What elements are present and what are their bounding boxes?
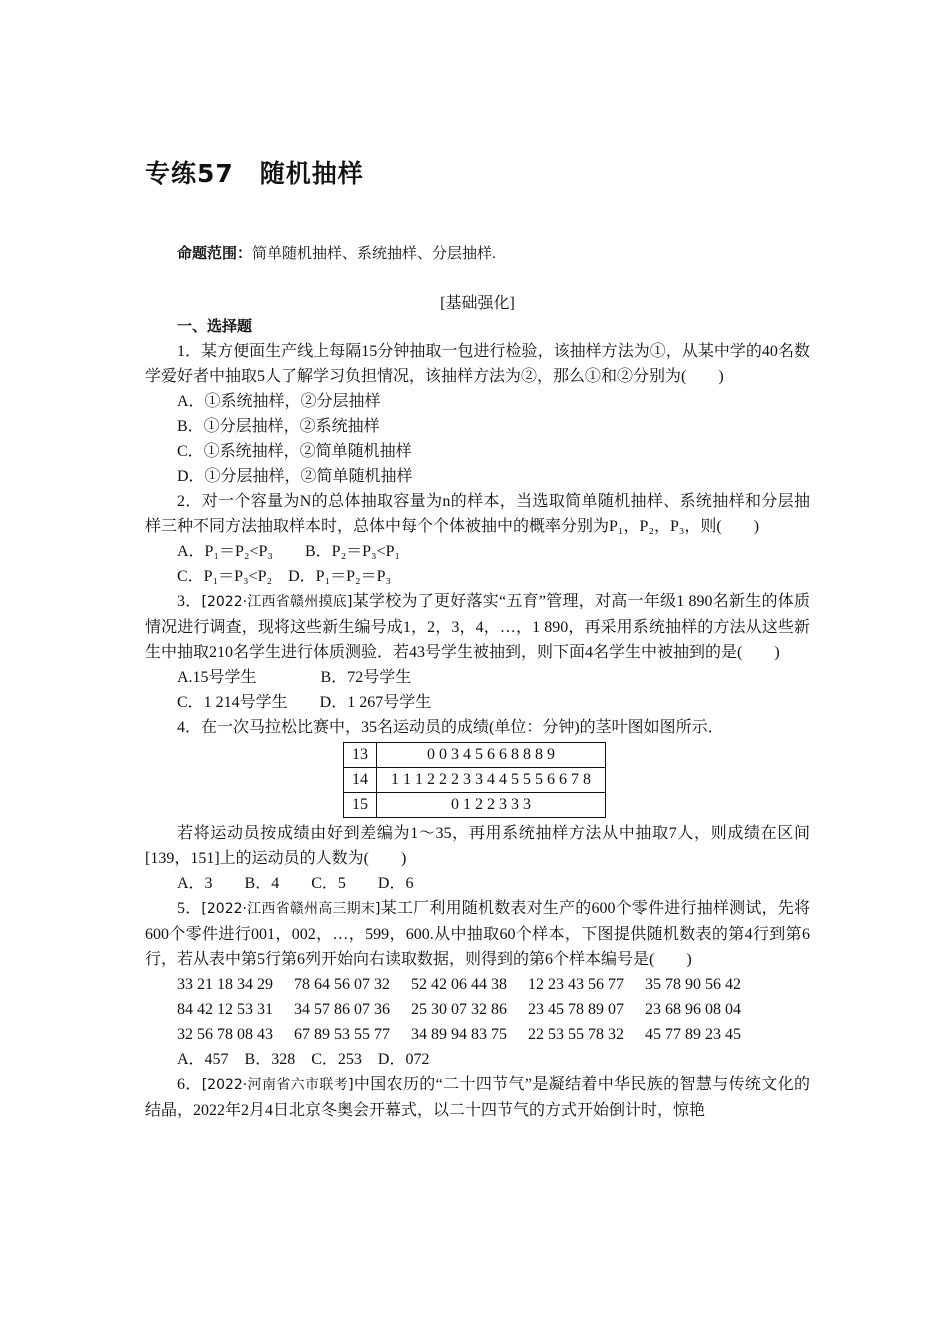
leaves-cell: 1 1 1 2 2 2 3 3 4 4 5 5 5 6 6 7 8 [377, 768, 606, 793]
random-table-row [145, 1022, 810, 1047]
number-group: 35 78 90 56 42 [645, 976, 741, 993]
part-heading: 一、选择题 [177, 317, 253, 335]
random-table-row [145, 997, 810, 1022]
question-4-stem: 4．在一次马拉松比赛中，35名运动员的成绩(单位：分钟)的茎叶图如图所示． [177, 719, 724, 736]
question-1-stem: 1．某方便面生产线上每隔15分钟抽取一包进行检验，该抽样方法为①，从某中学的40名数学爱好者中抽取5人了解学习负担情况，该抽样方法为②，那么①和②分别为( ) [145, 343, 810, 385]
table-row [344, 768, 606, 793]
number-group: 33 21 18 34 29 [177, 976, 273, 993]
option-row: A．P₁＝P₂<P₃ B．P₂＝P₃<P₁ [177, 543, 401, 560]
question-text: 某学校为了更好落实“五育”管理，对高一年级1 890名新生的体质情况进行调查，现将这些新生编号成1，2，3，4，…，1 890，再采用系统抽样的方法从这些新生中抽取210名学生进行体质测验．若43号学生被抽到，则下面4名学生中被抽到的是( ) [145, 593, 810, 661]
question-source: [2022·江西省赣州高三期末] [201, 901, 381, 917]
question-3-stem [145, 589, 810, 665]
scope-line [177, 242, 496, 263]
number-group: 45 77 89 23 45 [645, 1026, 741, 1043]
question-source: [2022·江西省赣州摸底] [201, 594, 353, 610]
table-row [344, 743, 606, 768]
leaves-cell: 0 1 2 2 3 3 3 [377, 793, 606, 818]
number-group: 32 56 78 08 43 [177, 1026, 273, 1043]
random-table-row [145, 972, 810, 997]
scope-text: 简单随机抽样、系统抽样、分层抽样. [252, 246, 496, 262]
question-text: 中国农历的“二十四节气”是凝结着中华民族的智慧与传统文化的结晶，2022年2月4日北京冬奥会开幕式，以二十四节气的方式开始倒计时，惊艳 [145, 1076, 810, 1119]
question-4-after: 若将运动员按成绩由好到差编为1～35，再用系统抽样方法从中抽取7人，则成绩在区间[139，151]上的运动员的人数为( ) [145, 825, 810, 867]
question-content [145, 314, 810, 1123]
option-row: C．1 214号学生 D．1 267号学生 [177, 694, 432, 711]
stem-cell: 14 [344, 768, 377, 793]
option-row: A．3 B．4 C．5 D．6 [177, 875, 414, 892]
leaves-cell: 0 0 3 4 5 6 6 8 8 8 9 [377, 743, 606, 768]
number-group: 34 57 86 07 36 [294, 1001, 390, 1018]
question-5-stem [145, 896, 810, 972]
stem-cell: 13 [344, 743, 377, 768]
option-a: A．①系统抽样，②分层抽样 [177, 393, 381, 410]
number-group: 78 64 56 07 32 [294, 976, 390, 993]
number-group: 25 30 07 32 86 [411, 1001, 507, 1018]
number-group: 84 42 12 53 31 [177, 1001, 273, 1018]
number-group: 23 45 78 89 07 [528, 1001, 624, 1018]
option-row: A.15号学生 B．72号学生 [177, 669, 412, 686]
number-group: 52 42 06 44 38 [411, 976, 507, 993]
option-b: B．①分层抽样，②系统抽样 [177, 418, 380, 435]
table-row [344, 793, 606, 818]
scope-label: 命题范围： [177, 244, 253, 262]
option-c: C．①系统抽样，②简单随机抽样 [177, 443, 412, 460]
section-heading: [基础强化] [440, 295, 515, 312]
question-6-stem [145, 1072, 810, 1123]
question-2-stem: 2．对一个容量为N的总体抽取容量为n的样本，当选取简单随机抽样、系统抽样和分层抽样三种不同方法抽取样本时，总体中每个个体被抽中的概率分别为P₁，P₂，P₃，则( ) [145, 493, 810, 535]
stem-leaf-table [343, 742, 606, 818]
number-group: 22 53 55 78 32 [528, 1026, 624, 1043]
question-text: 某工厂利用随机数表对生产的600个零件进行抽样测试，先将600个零件进行001，002，…，599，600.从中抽取60个样本，下图提供随机数表的第4行到第6行，若从表中第5行第6列开始向右读取数据，则得到的第6个样本编号是( ) [145, 900, 810, 968]
number-group: 23 68 96 08 04 [645, 1001, 741, 1018]
option-row: C．P₁＝P₃<P₂ D．P₁＝P₂＝P₃ [177, 568, 392, 585]
question-number: 6． [177, 1076, 202, 1093]
question-number: 3． [177, 593, 202, 610]
question-number: 5． [177, 900, 202, 917]
number-group: 34 89 94 83 75 [411, 1026, 507, 1043]
option-d: D．①分层抽样，②简单随机抽样 [177, 468, 413, 485]
number-group: 67 89 53 55 77 [294, 1026, 390, 1043]
stem-cell: 15 [344, 793, 377, 818]
option-row: A．457 B．328 C．253 D．072 [177, 1051, 430, 1068]
page-title: 专练57 随机抽样 [145, 159, 364, 188]
question-source: [2022·河南省六市联考] [201, 1077, 354, 1093]
number-group: 12 23 43 56 77 [528, 976, 624, 993]
